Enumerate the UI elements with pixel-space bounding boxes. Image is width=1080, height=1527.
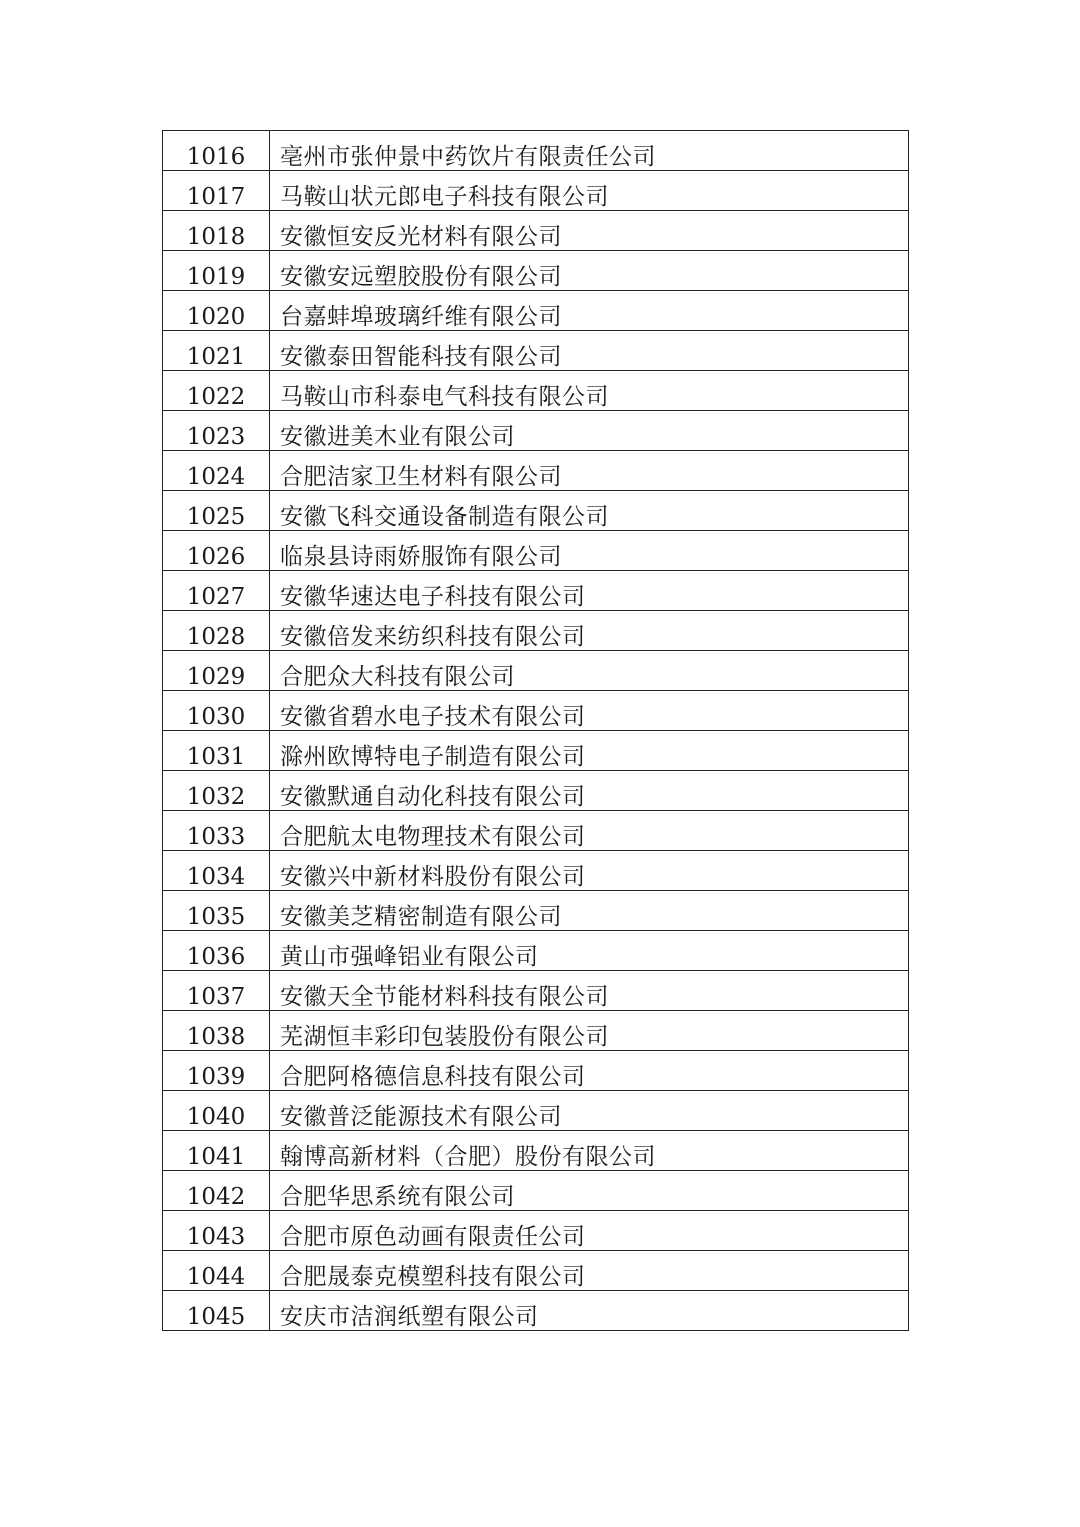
company-name-cell: 安庆市洁润纸塑有限公司 xyxy=(270,1291,909,1331)
company-name-cell: 安徽安远塑胶股份有限公司 xyxy=(270,251,909,291)
row-number-cell: 1028 xyxy=(163,611,270,651)
row-number-cell: 1032 xyxy=(163,771,270,811)
row-number-cell: 1036 xyxy=(163,931,270,971)
row-number-cell: 1022 xyxy=(163,371,270,411)
company-name-cell: 滁州欧博特电子制造有限公司 xyxy=(270,731,909,771)
row-number-cell: 1018 xyxy=(163,211,270,251)
row-number-cell: 1029 xyxy=(163,651,270,691)
company-name-cell: 安徽默通自动化科技有限公司 xyxy=(270,771,909,811)
table-row xyxy=(163,1091,909,1131)
company-name-cell: 安徽恒安反光材料有限公司 xyxy=(270,211,909,251)
table-row xyxy=(163,331,909,371)
table-row xyxy=(163,531,909,571)
row-number-cell: 1039 xyxy=(163,1051,270,1091)
table-row xyxy=(163,1131,909,1171)
company-name-cell: 亳州市张仲景中药饮片有限责任公司 xyxy=(270,131,909,171)
table-row xyxy=(163,1011,909,1051)
table-row xyxy=(163,451,909,491)
table-row xyxy=(163,291,909,331)
company-name-cell: 安徽美芝精密制造有限公司 xyxy=(270,891,909,931)
row-number-cell: 1023 xyxy=(163,411,270,451)
table-row xyxy=(163,1051,909,1091)
table-row xyxy=(163,411,909,451)
row-number-cell: 1020 xyxy=(163,291,270,331)
company-name-cell: 安徽泰田智能科技有限公司 xyxy=(270,331,909,371)
company-name-cell: 安徽普泛能源技术有限公司 xyxy=(270,1091,909,1131)
company-name-cell: 合肥市原色动画有限责任公司 xyxy=(270,1211,909,1251)
table-row xyxy=(163,971,909,1011)
company-name-cell: 合肥晟泰克模塑科技有限公司 xyxy=(270,1251,909,1291)
row-number-cell: 1043 xyxy=(163,1211,270,1251)
table-row xyxy=(163,371,909,411)
company-name-cell: 合肥华思系统有限公司 xyxy=(270,1171,909,1211)
row-number-cell: 1030 xyxy=(163,691,270,731)
company-name-cell: 安徽省碧水电子技术有限公司 xyxy=(270,691,909,731)
company-name-cell: 马鞍山市科泰电气科技有限公司 xyxy=(270,371,909,411)
row-number-cell: 1045 xyxy=(163,1291,270,1331)
company-name-cell: 安徽兴中新材料股份有限公司 xyxy=(270,851,909,891)
company-name-cell: 台嘉蚌埠玻璃纤维有限公司 xyxy=(270,291,909,331)
table-row xyxy=(163,211,909,251)
row-number-cell: 1038 xyxy=(163,1011,270,1051)
company-name-cell: 安徽华速达电子科技有限公司 xyxy=(270,571,909,611)
row-number-cell: 1042 xyxy=(163,1171,270,1211)
row-number-cell: 1019 xyxy=(163,251,270,291)
row-number-cell: 1040 xyxy=(163,1091,270,1131)
company-list-table xyxy=(162,130,909,1331)
table-row xyxy=(163,931,909,971)
row-number-cell: 1031 xyxy=(163,731,270,771)
company-name-cell: 安徽飞科交通设备制造有限公司 xyxy=(270,491,909,531)
table-row xyxy=(163,731,909,771)
company-name-cell: 安徽倍发来纺织科技有限公司 xyxy=(270,611,909,651)
table-row xyxy=(163,811,909,851)
table-row xyxy=(163,851,909,891)
company-name-cell: 安徽进美木业有限公司 xyxy=(270,411,909,451)
row-number-cell: 1035 xyxy=(163,891,270,931)
company-name-cell: 马鞍山状元郎电子科技有限公司 xyxy=(270,171,909,211)
company-name-cell: 合肥众大科技有限公司 xyxy=(270,651,909,691)
company-name-cell: 翰博高新材料（合肥）股份有限公司 xyxy=(270,1131,909,1171)
row-number-cell: 1041 xyxy=(163,1131,270,1171)
table-row xyxy=(163,1211,909,1251)
row-number-cell: 1017 xyxy=(163,171,270,211)
table-row xyxy=(163,1171,909,1211)
row-number-cell: 1025 xyxy=(163,491,270,531)
row-number-cell: 1021 xyxy=(163,331,270,371)
company-name-cell: 安徽天全节能材料科技有限公司 xyxy=(270,971,909,1011)
row-number-cell: 1033 xyxy=(163,811,270,851)
table-row xyxy=(163,491,909,531)
table-row xyxy=(163,571,909,611)
table-row xyxy=(163,891,909,931)
table-row xyxy=(163,1291,909,1331)
company-name-cell: 临泉县诗雨娇服饰有限公司 xyxy=(270,531,909,571)
row-number-cell: 1044 xyxy=(163,1251,270,1291)
table-row xyxy=(163,251,909,291)
row-number-cell: 1034 xyxy=(163,851,270,891)
table-row xyxy=(163,771,909,811)
table-row xyxy=(163,171,909,211)
company-name-cell: 黄山市强峰铝业有限公司 xyxy=(270,931,909,971)
company-name-cell: 合肥阿格德信息科技有限公司 xyxy=(270,1051,909,1091)
row-number-cell: 1026 xyxy=(163,531,270,571)
table-body xyxy=(163,131,909,1331)
table-row xyxy=(163,131,909,171)
row-number-cell: 1027 xyxy=(163,571,270,611)
company-name-cell: 芜湖恒丰彩印包装股份有限公司 xyxy=(270,1011,909,1051)
table-row xyxy=(163,611,909,651)
table-row xyxy=(163,651,909,691)
company-name-cell: 合肥航太电物理技术有限公司 xyxy=(270,811,909,851)
table-row xyxy=(163,691,909,731)
row-number-cell: 1016 xyxy=(163,131,270,171)
row-number-cell: 1024 xyxy=(163,451,270,491)
company-name-cell: 合肥洁家卫生材料有限公司 xyxy=(270,451,909,491)
table-row xyxy=(163,1251,909,1291)
row-number-cell: 1037 xyxy=(163,971,270,1011)
